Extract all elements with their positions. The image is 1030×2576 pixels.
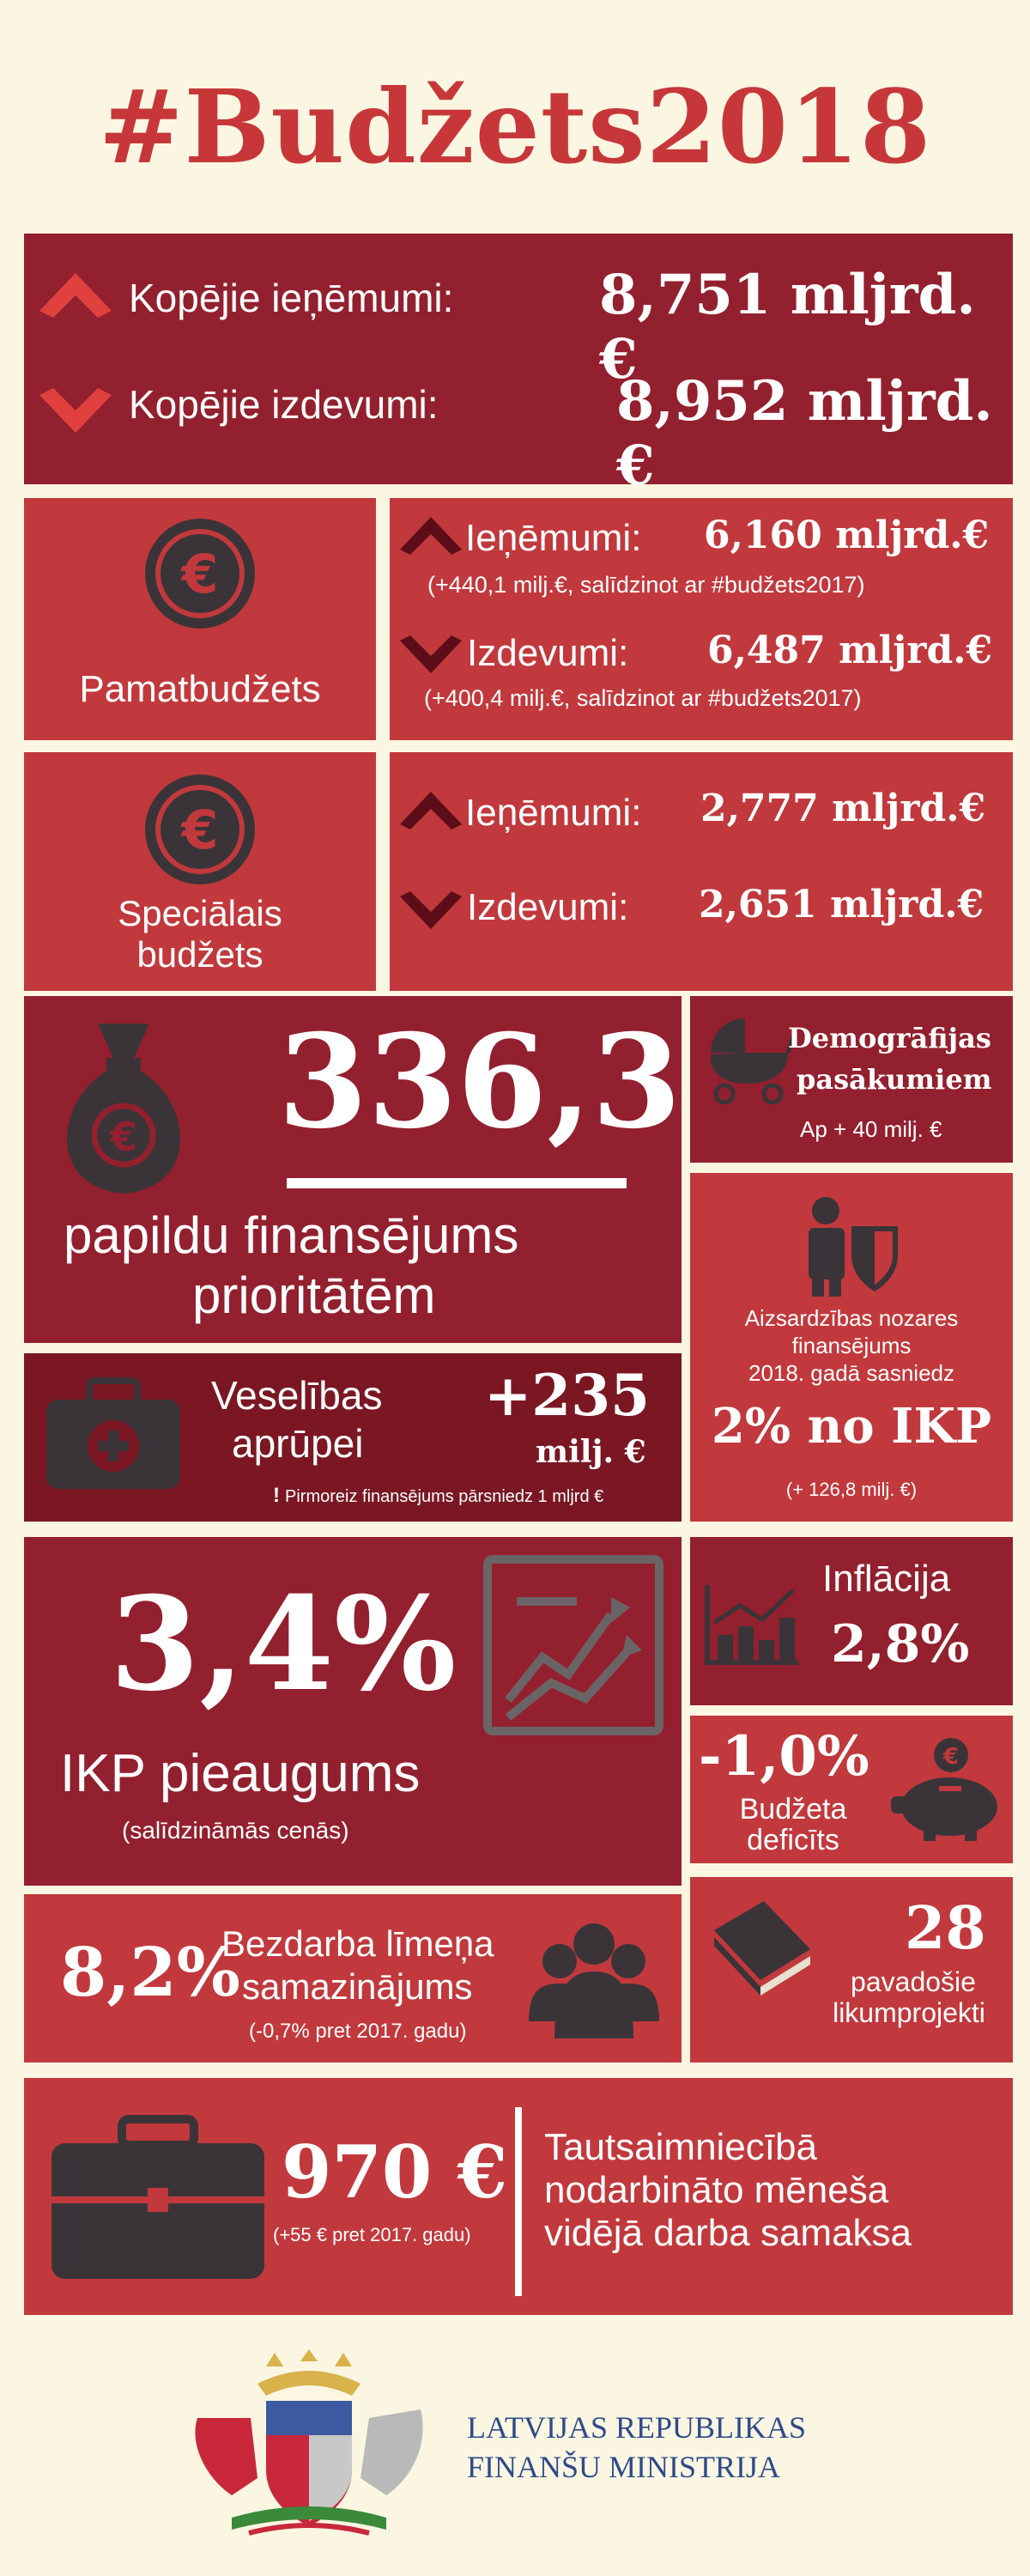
defense-value: 2% no IKP [711,1398,992,1455]
coat-of-arms-icon [172,2349,446,2547]
base-expense-label: Izdevumi: [467,632,629,674]
ministry-line2: FINANŠU MINISTRIJA [467,2450,781,2484]
arrow-down-icon [36,385,115,436]
svg-text:€: € [181,799,219,861]
special-expense-value: 2,651 mljrd.€ [699,883,985,927]
total-expense-value: 8,952 mljrd.€ [616,369,993,498]
special-expense-label: Izdevumi: [467,886,629,928]
salary-value: 970 € [282,2129,508,2215]
baby-stroller-icon [702,1010,797,1104]
piggy-bank-icon [882,1736,1008,1843]
unemployment-line2: samazinājums [242,1966,473,2007]
arrow-up-icon [398,515,464,556]
svg-text:€: € [181,543,219,605]
total-revenue-label: Kopējie ieņēmumi: [129,276,454,320]
base-budget-values-panel [390,498,1013,740]
health-note: Pirmoreiz finansējums pārsniedz 1 mljrd € [285,1487,604,1506]
book-icon [711,1898,814,1997]
salary-divider [515,2107,522,2296]
priorities-label-line2: prioritātēm [192,1267,436,1324]
bills-panel [690,1877,1013,2063]
unemployment-panel [24,1894,682,2063]
defense-line1: Aizsardzības nozares [744,1305,959,1331]
euro-coin-icon [142,771,258,888]
base-revenue-note: (+440,1 milj.€, salīdzinot ar #budžets2017) [427,572,865,598]
base-revenue-value: 6,160 mljrd.€ [704,513,990,557]
total-revenue-value: 8,751 mljrd.€ [599,263,976,392]
defense-panel [690,1173,1013,1522]
unemployment-value: 8,2% [60,1934,240,2012]
soldier-shield-icon [797,1194,908,1297]
bar-chart-icon [702,1582,802,1668]
unemployment-note: (-0,7% pret 2017. gadu) [249,2020,467,2043]
arrow-up-icon [398,790,464,831]
people-group-icon [524,1920,664,2040]
health-value: +235 [484,1362,651,1429]
salary-line1: Tautsaimniecībā [544,2126,817,2168]
salary-line3: vidējā darba samaksa [544,2212,912,2254]
special-revenue-value: 2,777 mljrd.€ [700,787,986,830]
page-title: #Budžets2018 [98,67,932,186]
arrow-down-icon [398,634,464,675]
first-aid-kit-icon [43,1377,184,1492]
unemployment-line1: Bezdarba līmeņa [221,1923,494,1964]
briefcase-icon [48,2114,268,2282]
svg-text:€: € [942,1744,960,1770]
arrow-up-icon [36,270,115,321]
svg-text:€: € [109,1114,138,1160]
demography-panel [690,996,1013,1163]
defense-note: (+ 126,8 milj. €) [785,1479,918,1500]
defense-line3: 2018. gadā sasniedz [748,1360,954,1386]
growth-chart-icon [482,1554,664,1736]
gdp-label: IKP pieaugums [60,1744,421,1803]
demography-line2: pasākumiem [797,1063,992,1096]
inflation-value: 2,8% [831,1614,970,1674]
deficit-line2: deficīts [747,1824,839,1856]
base-expense-value: 6,487 mljrd.€ [707,629,993,672]
health-panel [24,1353,682,1522]
special-budget-name-line1: Speciālais [118,893,282,933]
bills-line1: pavadošie [851,1966,976,1997]
ministry-line1: LATVIJAS REPUBLIKAS [467,2410,807,2445]
money-bag-icon [38,1015,209,1204]
bills-value: 28 [905,1894,986,1963]
priorities-label-line1: papildu finansējums [64,1206,519,1264]
footer [0,2336,1030,2576]
deficit-value: -1,0% [699,1724,869,1789]
health-note-mark: ! [273,1484,280,1507]
deficit-panel [690,1716,1013,1863]
base-budget-name-panel [24,498,376,740]
special-budget-name-panel [24,752,376,991]
totals-panel [24,234,1013,498]
euro-coin-icon [142,515,258,632]
deficit-line1: Budžeta [739,1793,847,1826]
gdp-panel [24,1537,682,1886]
special-revenue-label: Ieņēmumi: [465,792,642,834]
total-expense-label: Kopējie izdevumi: [129,382,439,427]
salary-panel [24,2078,1013,2315]
base-revenue-label: Ieņēmumi: [465,517,642,559]
defense-line2: finansējums [791,1333,912,1358]
priorities-value: 336,3 [278,1006,682,1157]
salary-line2: nodarbināto mēneša [544,2169,889,2211]
bills-line2: likumprojekti [833,1997,985,2028]
gdp-value: 3,4% [110,1569,457,1720]
priorities-panel [24,996,682,1343]
health-line2: aprūpei [232,1421,364,1466]
inflation-panel [690,1537,1013,1705]
priorities-underline [287,1178,627,1188]
gdp-note: (salīdzināmās cenās) [122,1817,349,1844]
salary-note: (+55 € pret 2017. gadu) [273,2224,471,2245]
demography-line1: Demogrāfijas [788,1022,991,1054]
health-unit: milj. € [536,1434,646,1470]
special-budget-name-line2: budžets [136,934,264,975]
demography-amount: Ap + 40 milj. € [800,1116,942,1142]
inflation-label: Inflācija [822,1558,951,1600]
health-line1: Veselības [211,1373,383,1418]
base-budget-name: Pamatbudžets [79,668,321,710]
base-expense-note: (+400,4 milj.€, salīdzinot ar #budžets2017) [424,685,862,711]
arrow-down-icon [398,890,464,931]
special-budget-values-panel [390,752,1013,991]
